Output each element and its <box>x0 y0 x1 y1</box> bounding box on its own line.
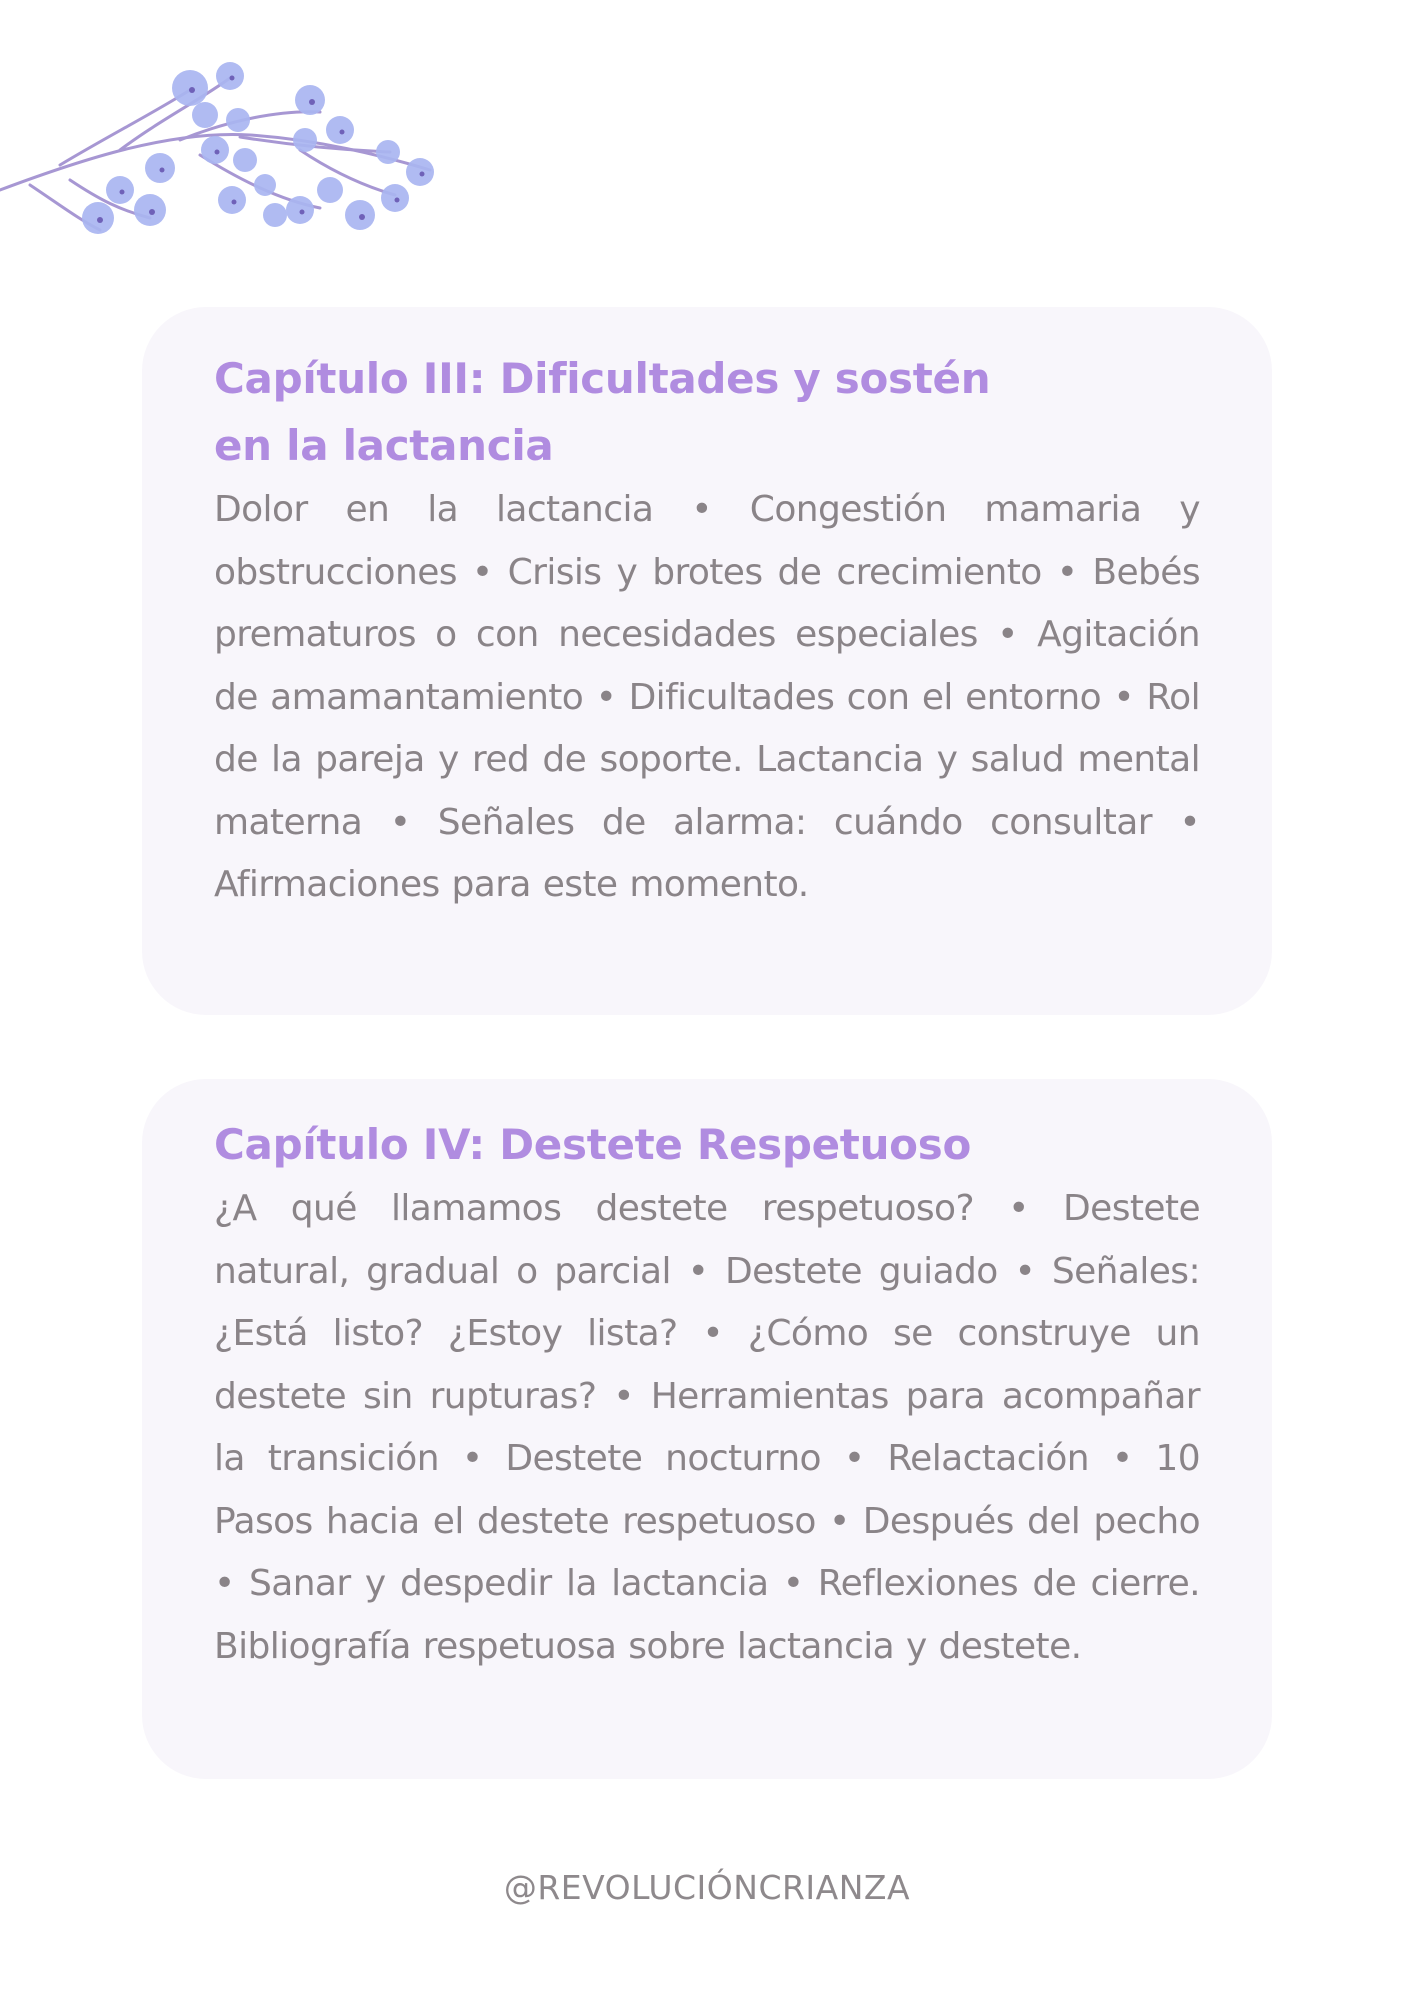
footer-handle: @REVOLUCIÓNCRIANZA <box>503 1868 911 1907</box>
chapter-3-topics: Dolor en la lactancia • Congestión mamaria y obstrucciones • Crisis y brotes de crecimiento • Bebés prematuros o con necesidades especiales • Agitación de amamantamiento • Dificultades con el entorno • Rol de la pareja y red de soporte. Lactancia y salud mental materna • Señales de alarma: cuándo consultar • Afirmaciones para este momento. <box>214 489 1200 905</box>
chapter-4-title-line-1: Capítulo IV: Destete Respetuoso <box>214 1120 971 1169</box>
chapter-4-title <box>214 1111 1200 1178</box>
chapter-3-title <box>214 345 1200 479</box>
chapter-4-card <box>142 1079 1272 1779</box>
chapter-3-title-line-1: Capítulo III: Dificultades y sostén <box>214 354 991 403</box>
flower-branch-icon <box>0 40 460 240</box>
chapter-4-topics: ¿A qué llamamos destete respetuoso? • Destete natural, gradual o parcial • Destete guiado • Señales: ¿Está listo? ¿Estoy lista? • ¿Cómo se construye un destete sin rupturas? • Herramientas para acompañar la transición • Destete nocturno • Relactación • 10 Pasos hacia el destete respetuoso • Después del pecho • Sanar y despedir la lactancia • Reflexiones de cierre. Bibliografía respetuosa sobre lactancia y destete. <box>214 1188 1200 1667</box>
chapter-3-card <box>142 307 1272 1015</box>
chapter-3-title-line-2: en la lactancia <box>214 421 554 470</box>
